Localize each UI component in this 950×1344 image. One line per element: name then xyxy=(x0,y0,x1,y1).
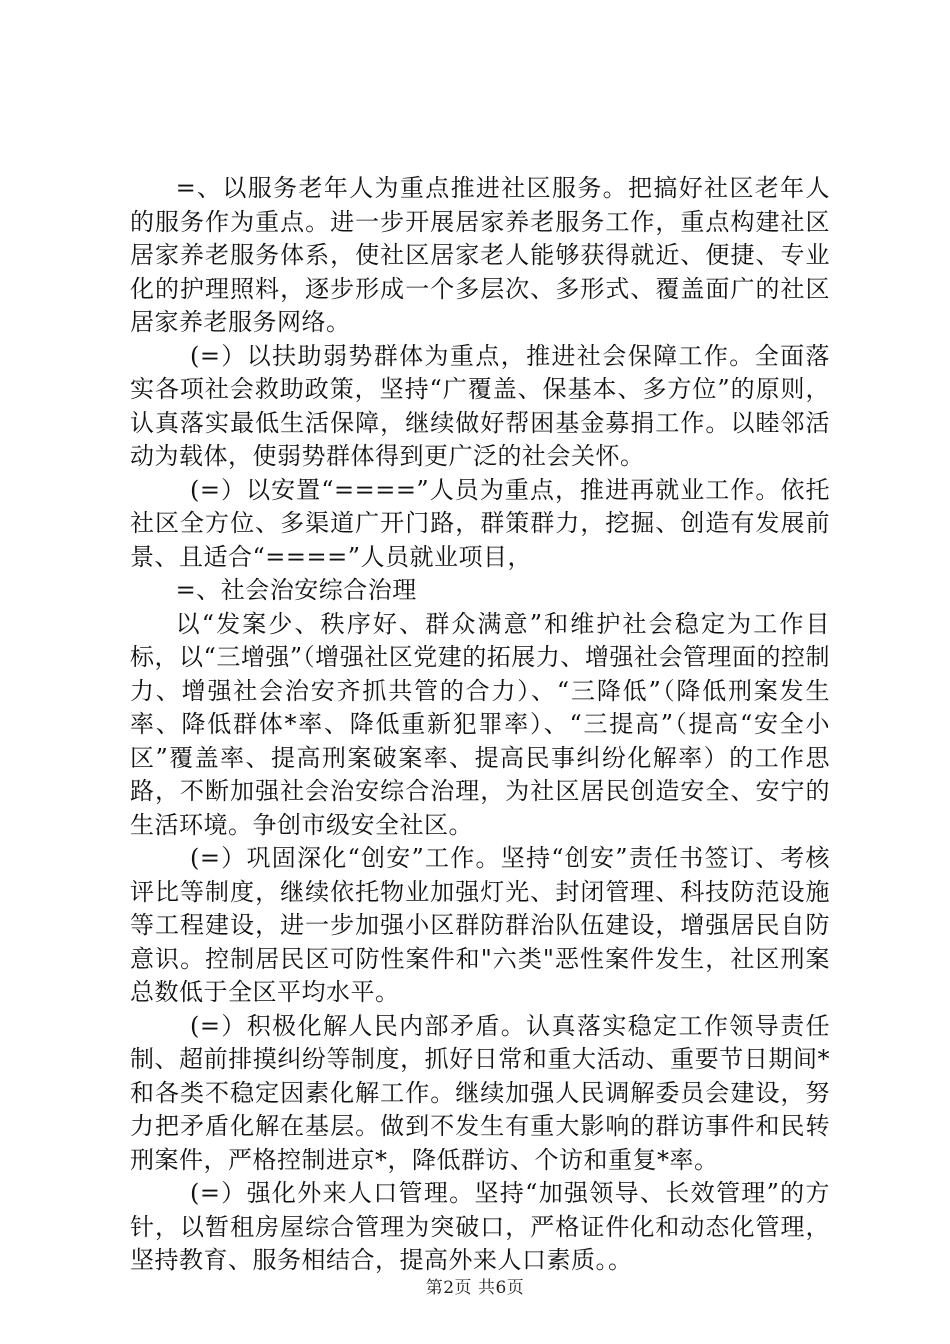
document-body xyxy=(130,172,830,1278)
paragraph-migrant-management: (=）强化外来人口管理。坚持“加强领导、长效管理”的方针，以暂租房屋综合管理为突破口，严格证件化和动态化管理，坚持教育、服务相结合，提高外来人口素质。。 xyxy=(130,1179,830,1274)
paragraph-social-security: (=）以扶助弱势群体为重点，推进社会保障工作。全面落实各项社会救助政策，坚持“广覆盖、保基本、多方位”的原则，认真落实最低生活保障，继续做好帮困基金募捐工作。以睦邻活动为载体，使弱势群体得到更广泛的社会关怀。 xyxy=(130,341,830,470)
paragraph-safe-community: (=）巩固深化“创安”工作。坚持“创安”责任书签订、考核评比等制度，继续依托物业加强灯光、封闭管理、科技防范设施等工程建设，进一步加强小区群防群治队伍建设，增强居民自防意识。控制居民区可防性案件和"六类"恶性案件发生，社区刑案总数低于全区平均水平。 xyxy=(130,844,830,1006)
page-number-footer: 第2页 共6页 xyxy=(425,1278,525,1298)
paragraph-conflict-resolution: (=）积极化解人民内部矛盾。认真落实稳定工作领导责任制、超前排摸纠纷等制度，抓好日常和重大活动、重要节日期间*和各类不稳定因素化解工作。继续加强人民调解委员会建设，努力把矛盾化解在基层。做到不发生有重大影响的群访事件和民转刑案件，严格控制进京*，降低群访、个访和重复*率。 xyxy=(130,1011,830,1174)
paragraph-security-goals: 以“发案少、秩序好、群众满意”和维护社会稳定为工作目标，以“三增强”（增强社区党建的拓展力、增强社会管理面的控制力、增强社会治安齐抓共管的合力）、“三降低”（降低刑案发生率、降低群体*率、降低重新犯罪率）、“三提高”（提高“安全小区”覆盖率、提高刑案破案率、提高民事纠纷化解率）的工作思路，不断加强社会治安综合治理，为社区居民创造安全、安宁的生活环境。争创市级安全社区。 xyxy=(130,609,830,839)
paragraph-elderly-services: =、以服务老年人为重点推进社区服务。把搞好社区老年人的服务作为重点。进一步开展居家养老服务工作，重点构建社区居家养老服务体系，使社区居家老人能够获得就近、便捷、专业化的护理照料，逐步形成一个多层次、多形式、覆盖面广的社区居家养老服务网络。 xyxy=(130,174,830,336)
paragraph-reemployment: (=）以安置“====”人员为重点，推进再就业工作。依托社区全方位、多渠道广开门路，群策群力，挖掘、创造有发展前景、且适合“====”人员就业项目， xyxy=(130,475,830,571)
section-heading-public-security: =、社会治安综合治理 xyxy=(175,576,417,604)
